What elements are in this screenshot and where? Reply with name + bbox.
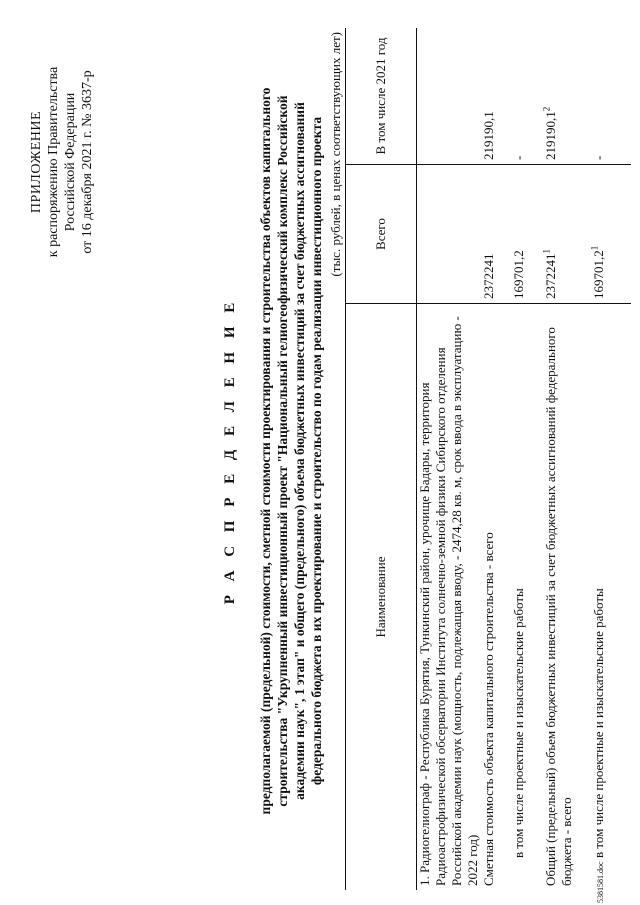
- appendix-block: [28, 32, 96, 292]
- document-title: [222, 32, 325, 870]
- appendix-heading: ПРИЛОЖЕНИЕ: [29, 110, 44, 214]
- row-year-value: 219190,1: [543, 111, 558, 160]
- title-line: предполагаемой (предельной) стоимости, сметной стоимости проектирования и строительства объектов капитального: [258, 87, 273, 815]
- title-heading: Р А С П Р Е Д Е Л Е Н И Е: [222, 297, 238, 605]
- row-total: [511, 165, 543, 304]
- footnote-mark: 1: [589, 245, 600, 251]
- title-line: федерального бюджета в их проектирование и строительство по годам реализации инвестиционного проекта: [309, 116, 324, 786]
- row-year-value: -: [511, 155, 526, 160]
- header-year: В том числе 2021 год: [346, 28, 417, 165]
- row-year: [417, 28, 482, 165]
- row-total-value: 2372241: [481, 253, 496, 299]
- appendix-line: к распоряжению Правительства: [46, 66, 61, 258]
- distribution-table: [345, 28, 631, 890]
- row-total: [591, 165, 631, 304]
- units-note: (тыс. рублей, в ценах соответствующих лет): [328, 32, 343, 277]
- row-total-value: 169701,2: [511, 250, 526, 299]
- row-name: в том числе проектные и изыскательские работы: [511, 588, 526, 858]
- row-total-value: 169701,2: [591, 250, 606, 299]
- table-row: [417, 28, 482, 890]
- table-row: [543, 28, 591, 890]
- table-row: [591, 28, 631, 890]
- row-name: Общий (предельный) объем бюджетных инвестиций за счет бюджетных ассигнований федерального бюджета - всего: [543, 327, 574, 886]
- title-line: академии наук", 1 этап" и общего (предельного) объема бюджетных инвестиций за счет бюджетных ассигнований: [292, 102, 307, 800]
- row-year: [591, 28, 631, 165]
- row-name: в том числе проектные и изыскательские работы: [591, 588, 606, 858]
- row-year: [511, 28, 543, 165]
- row-year: [543, 28, 591, 165]
- table-row: [481, 28, 511, 890]
- footnote-mark: 2: [541, 106, 552, 112]
- row-name: Сметная стоимость объекта капитального строительства - всего: [481, 532, 496, 886]
- row-total: [543, 165, 591, 304]
- table-header-row: [346, 28, 417, 890]
- row-total: [481, 165, 511, 304]
- row-year-value: 219190,1: [481, 111, 496, 160]
- row-year: [481, 28, 511, 165]
- file-name-footer: 5381581.doc: [596, 861, 605, 903]
- row-total: [417, 165, 482, 304]
- table-row: [511, 28, 543, 890]
- footnote-mark: 1: [541, 249, 552, 254]
- row-year-value: -: [591, 155, 606, 160]
- appendix-line: Российской Федерации: [63, 92, 78, 232]
- row-total-value: 2372241: [543, 253, 558, 299]
- appendix-line: от 16 декабря 2021 г. № 3637-р: [80, 70, 95, 254]
- title-line: строительства "Укрупненный инвестиционный проект "Национальный гелиогеофизический комплекс Российской: [275, 95, 290, 807]
- header-total: Всего: [346, 165, 417, 304]
- row-name: 1. Радиогелиограф - Республика Бурятия, Тункинский район, урочище Бадары, территория Радиоастрофизической обсерватории Института солнечно-земной физики Сибирского отделения Российской академии наук (мощность, подлежащая вводу, - 2474,28 кв. м, срок ввода в эксплуатацию - 2022 год): [417, 316, 480, 886]
- header-name: Наименование: [346, 304, 417, 891]
